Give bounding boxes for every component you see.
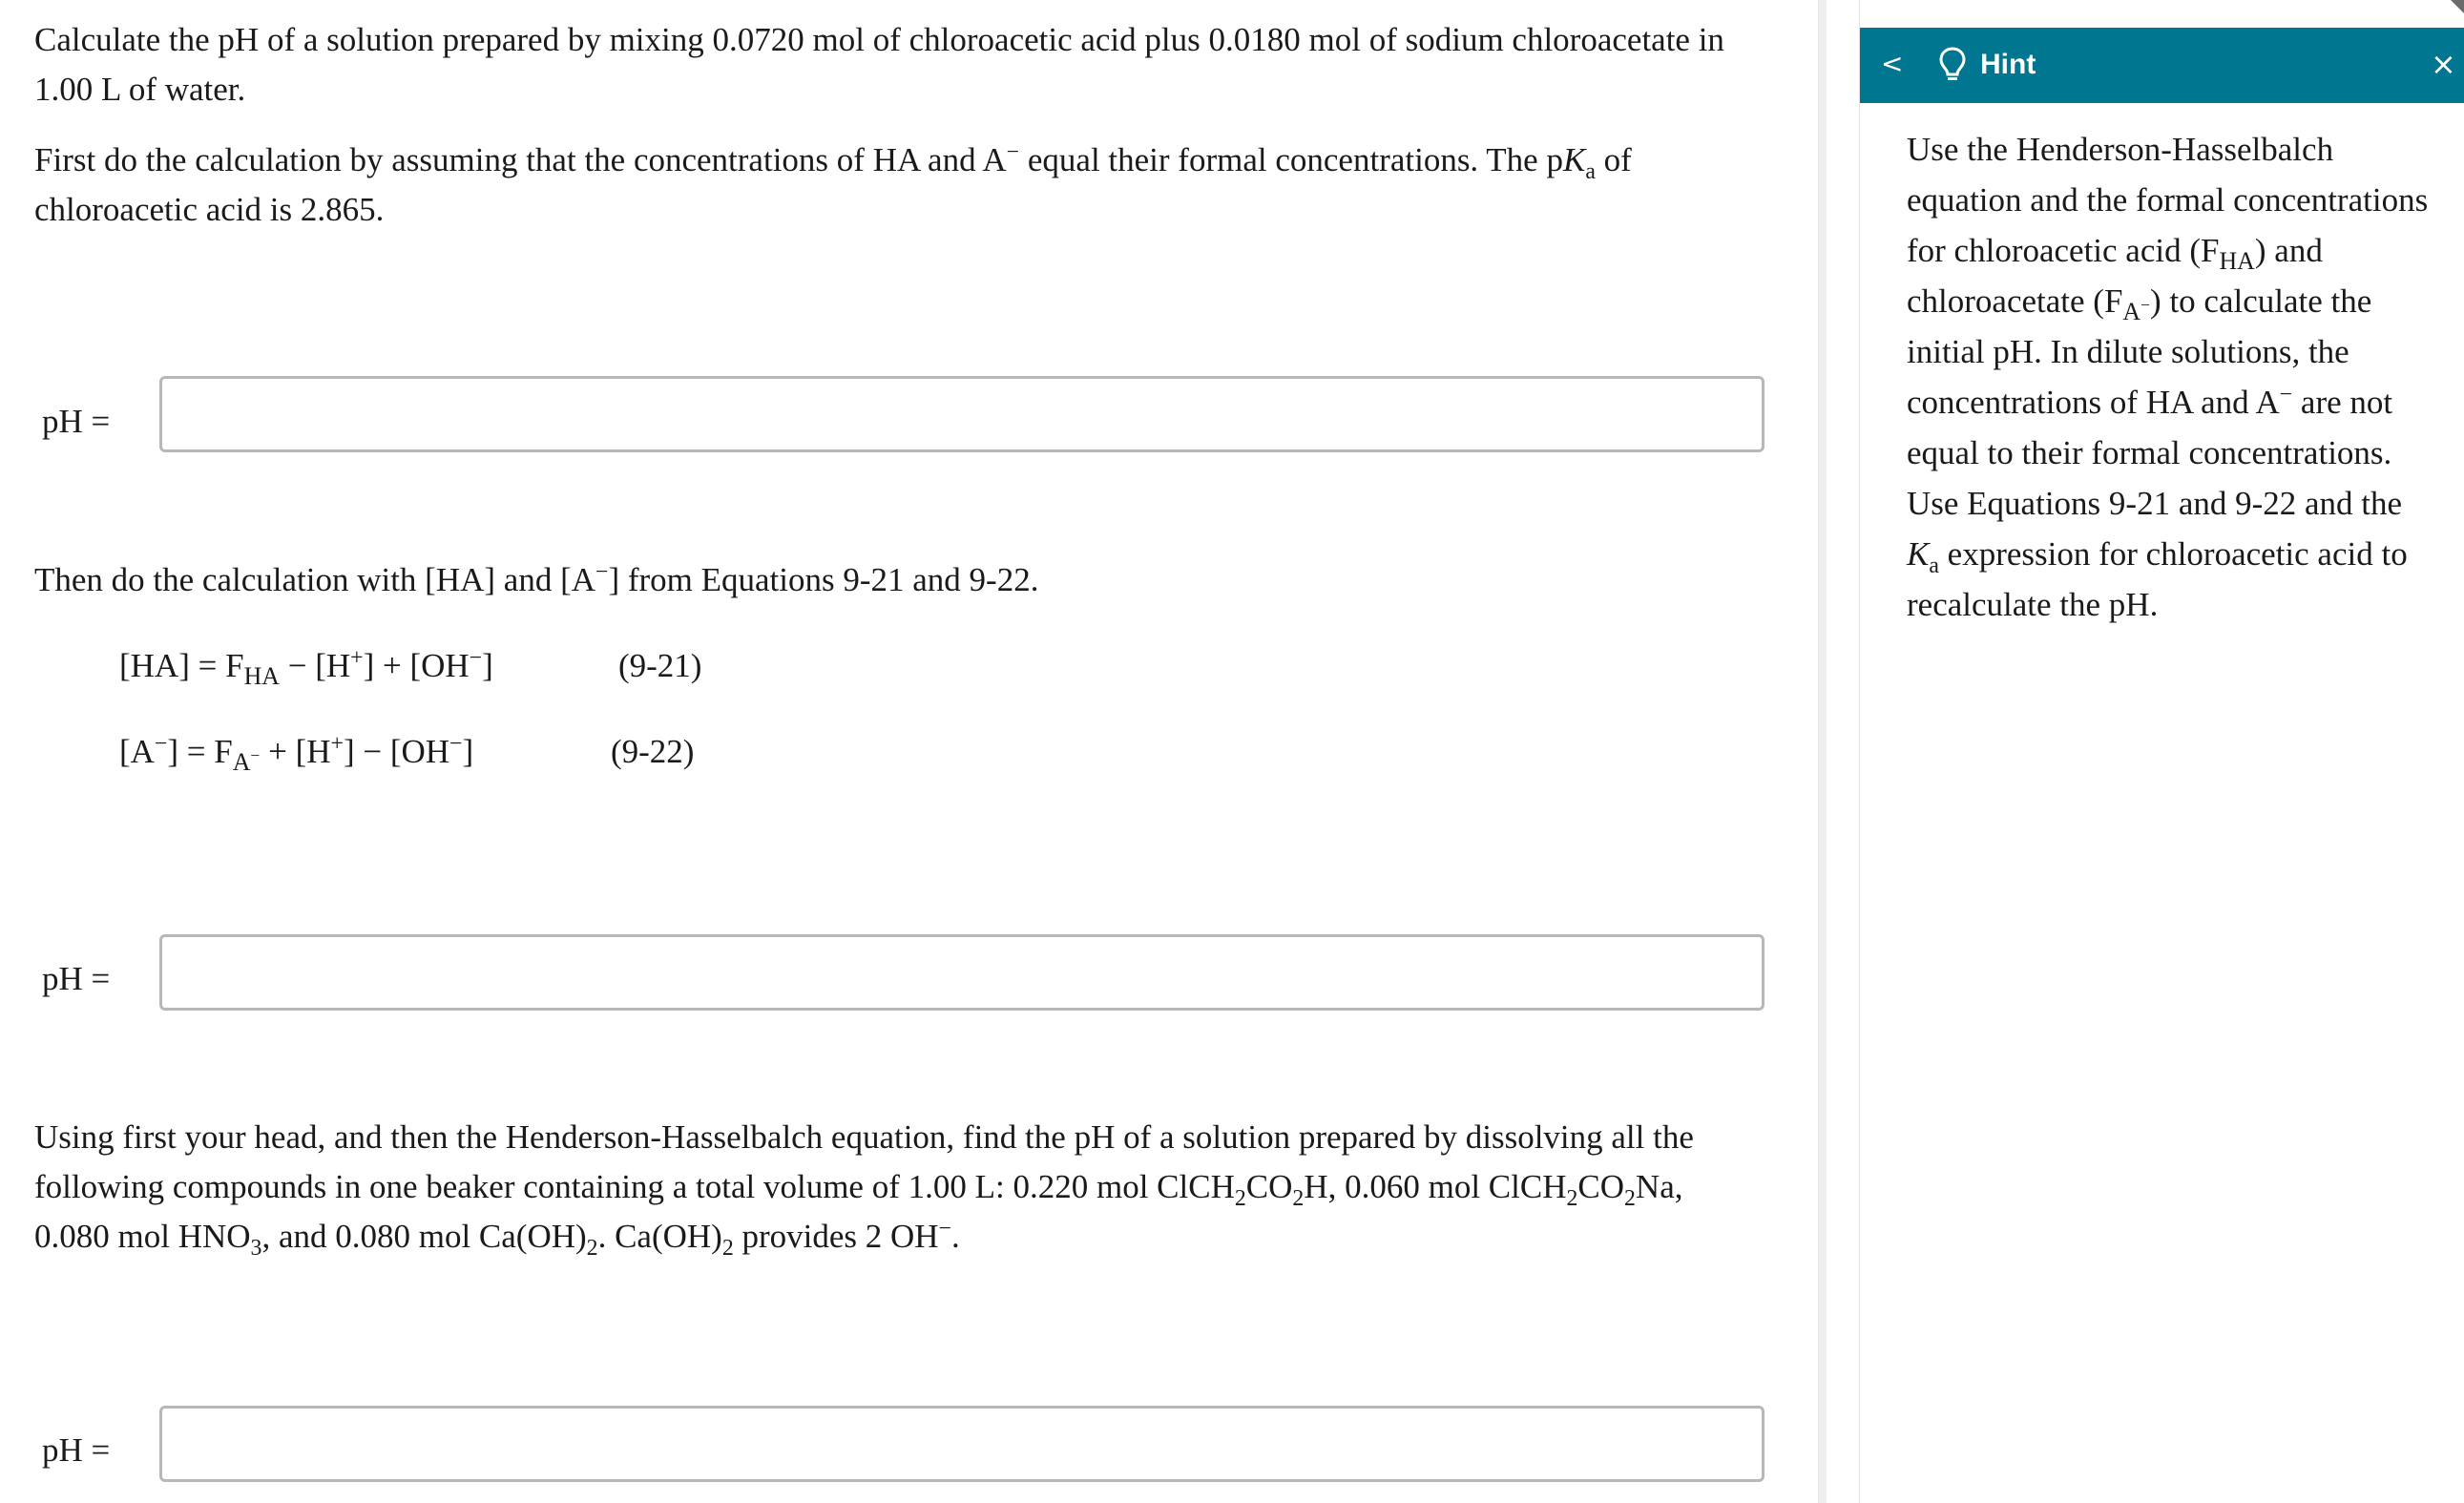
corner-marker bbox=[2451, 0, 2464, 13]
answer-label-1: pH = bbox=[42, 403, 111, 440]
equation-number-9-22: (9-22) bbox=[611, 733, 695, 770]
answer-label-2: pH = bbox=[42, 960, 111, 997]
hint-header bbox=[1860, 28, 2464, 103]
part3-instructions: Using first your head, and then the Henderson-Hasselbalch equation, find the pH of a solution prepared by dissolving all the following compounds in one beaker containing a total volume of 1.00 L: 0.220 mol $ClCH_2CO_2H$, 0.060 mol $ClCH_2CO_2Na$, 0.080 mol $HNO_3$, and 0.080 mol $Ca(OH)_2$. $Ca(OH)_2$ provides 2 OH−. bbox=[34, 1118, 1694, 1261]
close-icon[interactable]: × bbox=[2431, 46, 2456, 82]
lightbulb-icon bbox=[1938, 46, 1967, 84]
panel-divider bbox=[1818, 0, 1827, 1503]
answer-input-2[interactable] bbox=[159, 934, 1764, 1011]
part1-instructions: First do the calculation by assuming that the concentrations of HA and A− equal their formal concentrations. The $pK_a$ of chloroacetic acid is 2.865. bbox=[34, 139, 1632, 228]
equation-9-22: $[A^-] = F_{A^-} + [H^+] - [OH^-]$ bbox=[119, 731, 474, 776]
hint-title: Hint bbox=[1980, 49, 2036, 80]
chevron-left-icon[interactable]: < bbox=[1881, 48, 1904, 79]
answer-input-1[interactable] bbox=[159, 376, 1764, 452]
question-intro: Calculate the pH of a solution prepared by mixing 0.0720 mol of chloroacetic acid plus 0.0180 mol of sodium chloroacetate in 1.00 L of water. bbox=[34, 21, 1724, 108]
answer-label-3: pH = bbox=[42, 1431, 111, 1469]
equation-9-21: $[HA] = F_{HA} - [H^+] + [OH^-]$ bbox=[119, 645, 493, 690]
part2-instructions: Then do the calculation with [HA] and [A−] from Equations 9-21 and 9-22. bbox=[34, 559, 1039, 598]
equation-number-9-21: (9-21) bbox=[618, 647, 702, 684]
answer-input-3[interactable] bbox=[159, 1406, 1764, 1482]
hint-text: Use the Henderson-Hasselbalch equation and the formal concentrations for chloroacetic acid $(F_{HA})$ and chloroacetate $(F_{A^-})$ to calculate the initial pH. In dilute solutions, the concentrations of HA and A− are not equal to their formal concentrations. Use Equations 9-21 and 9-22 and the $K_a$ expression for chloroacetic acid to recalculate the pH. bbox=[1907, 131, 2429, 623]
hint-panel bbox=[1859, 0, 2464, 1503]
